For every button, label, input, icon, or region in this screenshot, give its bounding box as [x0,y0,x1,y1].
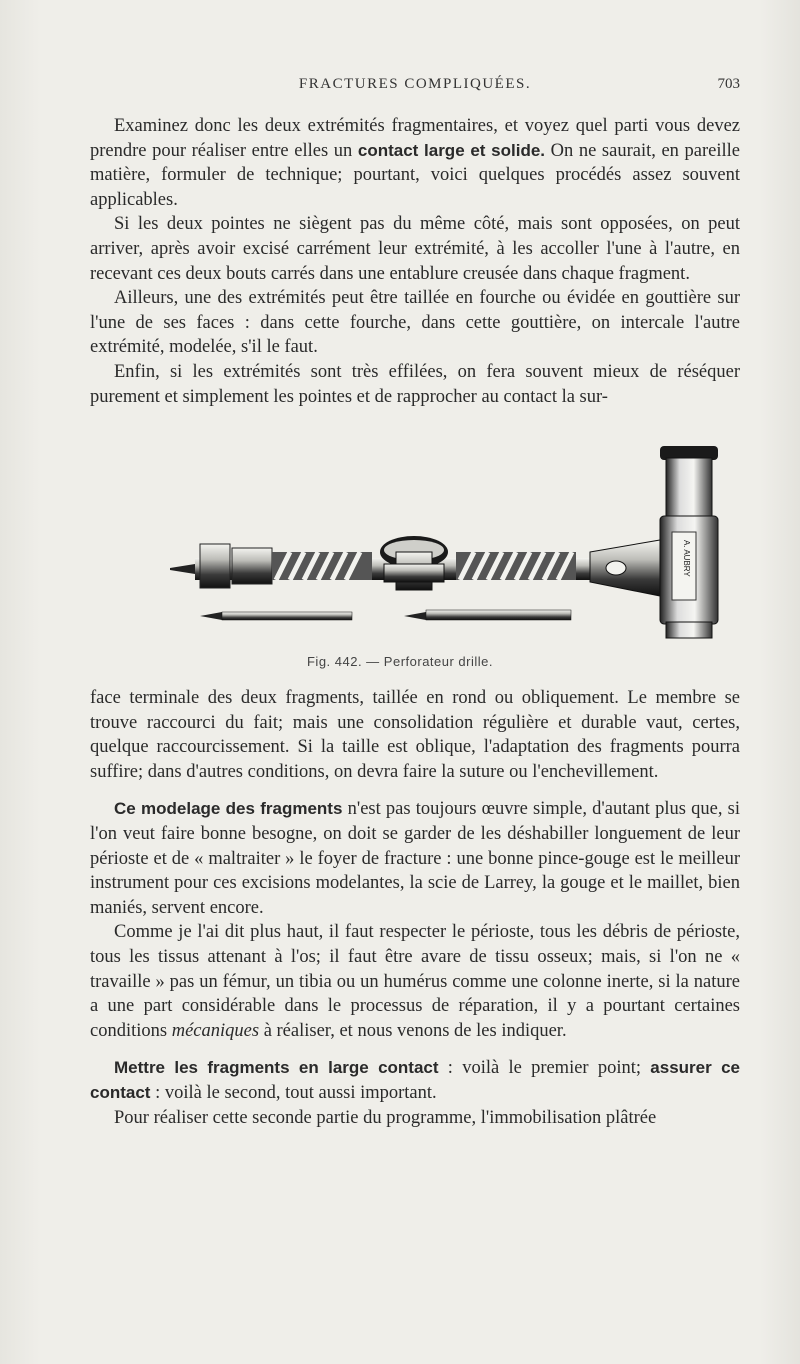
italic-word: mécaniques [171,1020,260,1041]
paragraph: face terminale des deux fragments, taillée en rond ou obliquement. Le membre se trouve raccourci du fait; mais une consolidation régulière et durable vaut, certes, quelque raccourcissement. Si la taille est oblique, l'adaptation des fragments pourra suffire; dans d'autres conditions, on devra faire la suture ou l'enchevillement. [90,688,740,782]
bold-phrase: assurer ce contact [90,1058,740,1102]
paragraph: Enfin, si les extrémités sont très effilées, on fera souvent mieux de réséquer purement et simplement les pointes et de rapprocher au contact la sur- [90,361,740,407]
page-number: 703 [717,76,740,92]
spare-bit-left [200,612,352,620]
bold-phrase: contact large et solide. [357,140,546,160]
right-spiral [456,552,576,580]
drill-bit-tip [170,564,195,574]
running-header [90,76,740,100]
text-block-bottom [90,686,740,1130]
running-title: FRACTURES COMPLIQUÉES. [298,76,532,92]
paragraph: Ailleurs, une des extrémités peut être taillée en fourche ou évidée en gouttière sur l'une de ses faces : dans cette fourche, dans cette gouttière, on intercale l'autre extrémité, modelée, s'il le faut. [90,288,740,358]
drill-engraving [0,440,800,640]
paragraph: Pour réaliser cette seconde partie du programme, l'immobilisation plâtrée [114,1107,657,1128]
center-gear [380,536,448,590]
figure-caption: Fig. 442. — Perforateur drille. [306,654,494,669]
paragraph: Examinez donc les deux extrémités fragmentaires, et voyez quel parti vous devez prendre pour réaliser entre elles un contact large et solide. On ne saurait, en pareille matière, formuler de technique; pourtant, voici quelques procédés assez souvent applicables. [90,116,740,210]
paragraph: Si les deux pointes ne siègent pas du même côté, mais sont opposées, on peut arriver, après avoir excisé carrément leur extrémité, à les accoller l'une à l'autre, en recevant ces deux bouts carrés dans une entablure creusée dans chaque fragment. [90,214,740,284]
left-spiral [272,552,372,580]
bold-phrase: Ce modelage des fragments [114,799,343,819]
text-block-top [90,114,740,409]
left-collar [200,544,230,588]
paragraph: Comme je l'ai dit plus haut, il faut respecter le périoste, tous les débris de périoste, tous les tissus attenant à l'os; il faut être avare de tissu osseux; mais, si l'on ne « travaille » pas un fémur, un tibia ou un humérus comme une colonne inerte, si la nature a une part considérable dans le processus de réparation, il y a pourtant certaines conditions mécaniques à réaliser, et nous venons de les indiquer. [90,922,740,1041]
bold-phrase: Mettre les fragments en large contact [114,1058,439,1078]
spare-bit-right [404,610,571,620]
paragraph: Mettre les fragments en large contact : voilà le premier point; assurer ce contact : voilà le second, tout aussi important. [90,1058,740,1103]
maker-mark: A. AUBRY [682,540,691,577]
paragraph: Ce modelage des fragments n'est pas toujours œuvre simple, d'autant plus que, si l'on veut faire bonne besogne, on doit se garder de les déshabiller longuement de leur périoste et de « maltraiter » le foyer de fracture : une bonne pince-gouge est le meilleur instrument pour ces excisions modelantes, la scie de Larrey, la gouge et le maillet, bien maniés, servent encore. [90,799,740,918]
figure-drill-illustration [0,440,800,640]
